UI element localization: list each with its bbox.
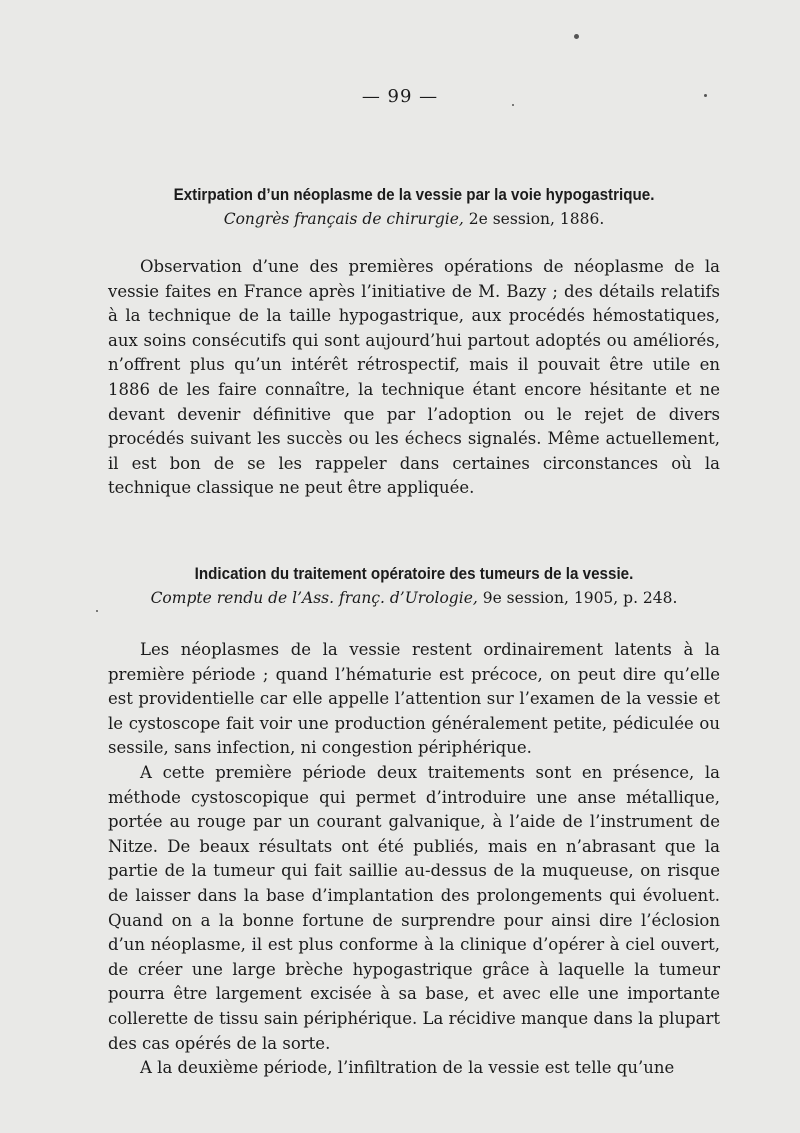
paper-speck: [512, 104, 514, 106]
paper-speck: [96, 610, 98, 612]
paper-speck: [574, 34, 579, 39]
source-publication: Congrès français de chirurgie,: [223, 210, 464, 228]
source-publication: Compte rendu de l’Ass. franç. d’Urologie,: [150, 589, 478, 607]
body-paragraph: A la deuxième période, l’infiltration de la vessie est telle qu’une: [140, 1058, 675, 1078]
source-details: 9e session, 1905, p. 248.: [477, 589, 678, 607]
section-source: [108, 586, 720, 610]
section-title: Extirpation d’un néoplasme de la vessie par la voie hypogastrique.: [173, 186, 655, 204]
section-title: Indication du traitement opératoire des tumeurs de la vessie.: [194, 565, 634, 583]
page-number: — 99 —: [361, 86, 439, 107]
section-indication: [108, 562, 720, 1081]
source-details: 2e session, 1886.: [463, 210, 605, 228]
paper-speck: [704, 94, 707, 97]
section-source: [108, 207, 720, 231]
section-extirpation: [108, 183, 720, 501]
body-paragraph: A cette première période deux traitements sont en présence, la méthode cystoscopique qui permet d’introduire une anse métallique, portée au rouge par un courant galvanique, à l’aide de l’instrument de Nitze. De beaux résultats ont été publiés, mais en n’abrasant que la partie de la tumeur qui fait saillie au-dessus de la muqueuse, on risque de laisser dans la base d’implantation des prolongements qui évoluent. Quand on a la bonne fortune de surprendre pour ainsi dire l’éclosion d’un néoplasme, il est plus conforme à la clinique d’opérer à ciel ouvert, de créer une large brèche hypogastrique grâce à laquelle la tumeur pourra être largement excisée à sa base, et avec elle une importante collerette de tissu sain périphérique. La récidive manque dans la plupart des cas opérés de la sorte.: [108, 762, 720, 1053]
body-paragraph: Observation d’une des premières opérations de néoplasme de la vessie faites en France après l’initiative de M. Bazy ; des détails relatifs à la technique de la taille hypogastrique, aux procédés hémostatiques, aux soins consécutifs qui sont aujourd’hui partout adoptés ou améliorés, n’offrent plus qu’un intérêt rétrospectif, mais il pouvait être utile en 1886 de les faire connaître, la technique étant encore hésitante et ne devant devenir définitive que par l’adoption ou le rejet de divers procédés suivant les succès ou les échecs signalés. Même actuellement, il est bon de se les rappeler dans certaines circonstances où la technique classique ne peut être appliquée.: [108, 257, 720, 498]
body-paragraph: Les néoplasmes de la vessie restent ordinairement latents à la première période ; quand l’hématurie est précoce, on peut dire qu’elle est providentielle car elle appelle l’attention sur l’examen de la vessie et le cystoscope fait voir une production généralement petite, pédiculée ou sessile, sans infection, ni congestion périphérique.: [108, 640, 720, 758]
